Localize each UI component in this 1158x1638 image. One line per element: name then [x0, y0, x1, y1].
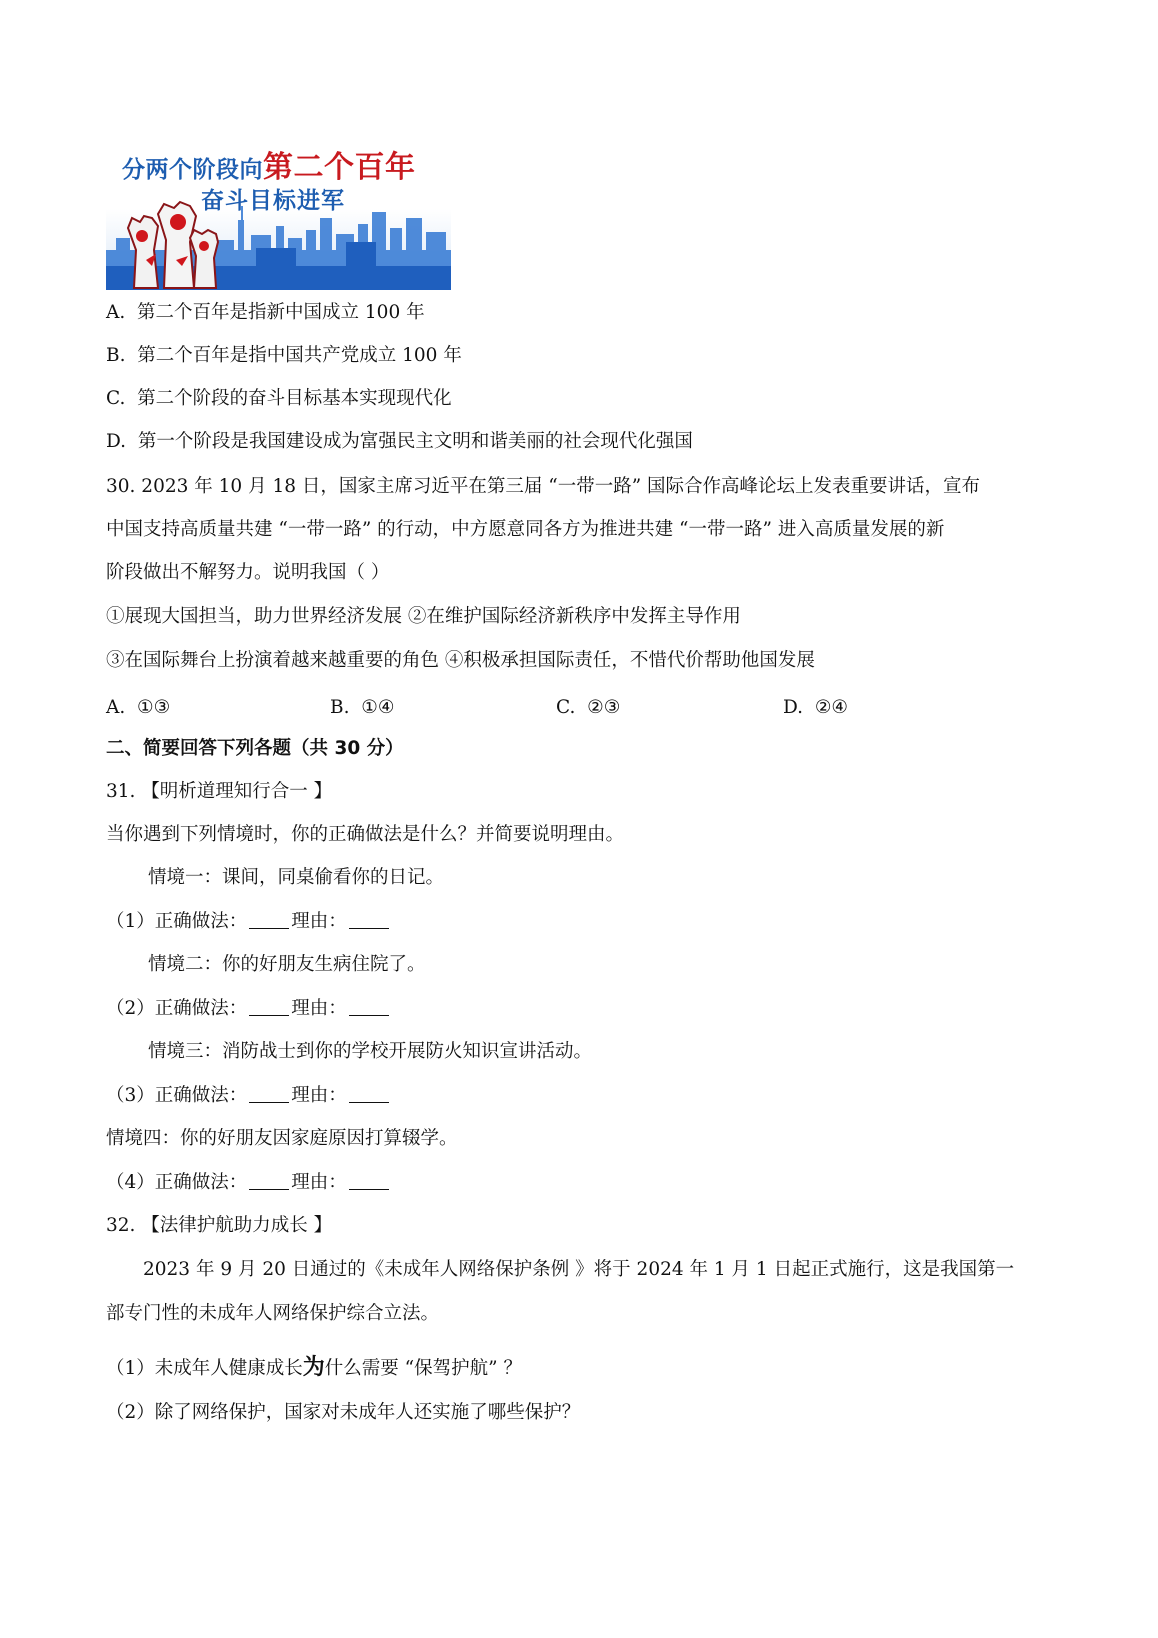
banner-image [106, 110, 451, 290]
option-text: ②④ [814, 697, 848, 718]
q30-stem-line1: 30. 2023 年 10 月 18 日，国家主席习近平在第三届 “一带一路” 国际合作高峰论坛上发表重要讲话，宣布 [106, 476, 981, 497]
q30-option-c [556, 696, 620, 720]
answer-prefix: （2）正确做法： [106, 998, 248, 1019]
q32-title: 32. 【法律护航助力成长 】 [106, 1215, 333, 1236]
option-label: D. [106, 431, 127, 452]
option-label: A. [106, 302, 126, 323]
q31-answer-4 [106, 1171, 391, 1195]
q31-answer-3 [106, 1084, 391, 1108]
answer-prefix: （4）正确做法： [106, 1172, 248, 1193]
q31-scene-3: 情境三：消防战士到你的学校开展防火知识宣讲活动。 [148, 1041, 593, 1062]
reason-blank[interactable] [349, 1171, 389, 1190]
q30-option-d [783, 696, 848, 720]
reason-label: 理由： [291, 1172, 347, 1193]
sub-question-text: （1）未成年人健康成长 [106, 1358, 303, 1379]
reason-blank[interactable] [349, 997, 389, 1016]
q30-statements-1: ①展现大国担当，助力世界经济发展 ②在维护国际经济新秩序中发挥主导作用 [106, 606, 741, 627]
q32-paragraph-line1: 2023 年 9 月 20 日通过的《未成年人网络保护条例 》将于 2024 年 1 月 1 日起正式施行，这是我国第一 [143, 1259, 1015, 1280]
reason-label: 理由： [291, 1085, 347, 1106]
q30-stem-line3: 阶段做出不解努力。说明我国（ ） [106, 562, 390, 583]
q30-statements-2: ③在国际舞台上扮演着越来越重要的角色 ④积极承担国际责任，不惜代价帮助他国发展 [106, 650, 815, 671]
answer-blank[interactable] [249, 910, 289, 929]
answer-blank[interactable] [249, 1171, 289, 1190]
q32-sub-question-2: （2）除了网络保护，国家对未成年人还实施了哪些保护？ [106, 1402, 581, 1423]
sub-question-text: 什么需要 “保驾护航” ？ [324, 1358, 522, 1379]
q31-answer-1 [106, 910, 391, 934]
reason-label: 理由： [291, 911, 347, 932]
answer-prefix: （3）正确做法： [106, 1085, 248, 1106]
q32-paragraph-line2: 部专门性的未成年人网络保护综合立法。 [106, 1303, 440, 1324]
option-label: D. [783, 697, 804, 718]
banner-title-highlight: 第二个百年 [263, 150, 416, 185]
q29-option-b [106, 344, 462, 368]
option-text: ①③ [137, 697, 171, 718]
answer-blank[interactable] [249, 997, 289, 1016]
answer-blank[interactable] [249, 1084, 289, 1103]
q31-answer-2 [106, 997, 391, 1021]
option-text: ①④ [361, 697, 395, 718]
banner-title [122, 142, 416, 186]
reason-blank[interactable] [349, 910, 389, 929]
q29-option-c [106, 387, 452, 411]
q32-sub-question-1 [106, 1356, 522, 1381]
q30-option-a [106, 696, 170, 720]
option-label: A. [106, 697, 126, 718]
reason-label: 理由： [291, 998, 347, 1019]
reason-blank[interactable] [349, 1084, 389, 1103]
q31-intro: 当你遇到下列情境时，你的正确做法是什么？并简要说明理由。 [106, 824, 625, 845]
section-heading: 二、简要回答下列各题（共 30 分） [106, 738, 404, 759]
q29-option-d [106, 430, 693, 454]
answer-prefix: （1）正确做法： [106, 911, 248, 932]
option-text: ②③ [587, 697, 621, 718]
option-text: 第二个阶段的奋斗目标基本实现现代化 [137, 388, 452, 409]
option-label: C. [556, 697, 576, 718]
option-label: B. [106, 345, 126, 366]
option-text: 第二个百年是指新中国成立 100 年 [137, 302, 425, 323]
option-label: B. [330, 697, 350, 718]
q29-option-a [106, 301, 425, 325]
q31-title: 31. 【明析道理知行合一 】 [106, 781, 333, 802]
q31-scene-4: 情境四：你的好朋友因家庭原因打算辍学。 [106, 1128, 458, 1149]
option-text: 第二个百年是指中国共产党成立 100 年 [137, 345, 462, 366]
banner-subtitle: 奋斗目标进军 [201, 188, 345, 214]
option-text: 第一个阶段是我国建设成为富强民主文明和谐美丽的社会现代化强国 [137, 431, 693, 452]
banner-title-part1: 分两个阶段向 [122, 157, 263, 183]
sub-question-emphasis: 为 [302, 1355, 325, 1380]
q31-scene-2: 情境二：你的好朋友生病住院了。 [148, 954, 426, 975]
q30-stem-line2: 中国支持高质量共建 “一带一路” 的行动，中方愿意同各方为推进共建 “一带一路” 进入高质量发展的新 [106, 519, 945, 540]
option-label: C. [106, 388, 126, 409]
q30-option-b [330, 696, 394, 720]
q31-scene-1: 情境一：课间，同桌偷看你的日记。 [148, 867, 445, 888]
